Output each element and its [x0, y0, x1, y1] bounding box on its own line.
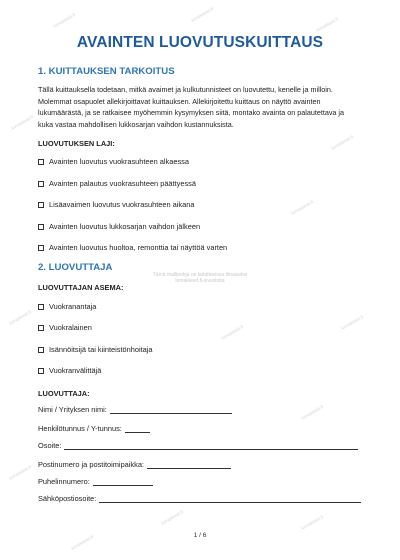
type-option-label: Avainten luovutus vuokrasuhteen alkaessa	[49, 157, 189, 166]
paragraph-line: kuka vastaa mahdollisen lukkosarjan vaihdon kustannuksista.	[38, 119, 234, 129]
role-option-label: Vuokralainen	[49, 323, 92, 332]
checkbox-icon[interactable]	[38, 202, 44, 208]
watermark: lomakkeet.fi	[315, 16, 340, 33]
watermark: lomakkeet.fi	[290, 199, 315, 216]
watermark: lomakkeet.fi	[300, 514, 325, 531]
email-input-line[interactable]	[99, 494, 361, 503]
role-option[interactable]	[38, 366, 101, 375]
watermark: lomakkeet.fi	[10, 114, 35, 131]
watermark-notice: Tämä mallipohja on ladattavissa ilmaiseksi lomakkeet.fi-sivustolta	[152, 272, 248, 284]
watermark: lomakkeet.fi	[220, 324, 245, 341]
handover-label: LUOVUTTAJA:	[38, 389, 90, 398]
type-option[interactable]	[38, 200, 194, 209]
watermark: lomakkeet.fi	[300, 404, 325, 421]
checkbox-icon[interactable]	[38, 224, 44, 230]
email-field[interactable]: Sähköpostiosoite:	[38, 494, 361, 503]
watermark: lomakkeet.fi	[70, 534, 95, 551]
watermark: lomakkeet.fi	[340, 314, 365, 331]
type-option-label: Lisäavaimen luovutus vuokrasuhteen aikana	[49, 200, 195, 209]
section2-heading: 2. LUOVUTTAJA	[38, 262, 113, 273]
type-label: LUOVUTUKSEN LAJI:	[38, 139, 115, 148]
role-option-label: Vuokranantaja	[49, 302, 97, 311]
watermark: lomakkeet.fi	[52, 12, 77, 29]
postal-field[interactable]: Postinumero ja postitoimipaikka:	[38, 460, 231, 469]
role-option[interactable]	[38, 302, 96, 311]
document-title: AVAINTEN LUOVUTUSKUITTAUS	[76, 34, 324, 51]
role-option[interactable]	[38, 323, 92, 332]
watermark: lomakkeet.fi	[190, 6, 215, 23]
role-option[interactable]	[38, 345, 153, 354]
role-label: LUOVUTTAJAN ASEMA:	[38, 283, 124, 292]
paragraph-line: Molemmat osapuolet allekirjoittavat kuittauksen. Allekirjoitettu kuittaus on näyttö avainten	[38, 96, 321, 106]
checkbox-icon[interactable]	[38, 325, 44, 331]
type-option[interactable]	[38, 157, 189, 166]
id-field[interactable]: Henkilötunnus / Y-tunnus:	[38, 424, 150, 433]
name-field[interactable]: Nimi / Yrityksen nimi:	[38, 405, 232, 414]
address-field[interactable]: Osoite:	[38, 441, 358, 450]
type-option[interactable]	[38, 222, 200, 231]
checkbox-icon[interactable]	[38, 368, 44, 374]
type-option-label: Avainten palautus vuokrasuhteen päättyessä	[49, 179, 196, 188]
type-option[interactable]	[38, 179, 196, 188]
role-option-label: Isännöitsijä tai kiinteistönhoitaja	[49, 345, 153, 354]
type-option-label: Avainten luovutus lukkosarjan vaihdon jälkeen	[49, 222, 201, 231]
checkbox-icon[interactable]	[38, 159, 44, 165]
section1-heading: 1. KUITTAUKSEN TARKOITUS	[38, 66, 175, 77]
name-input-line[interactable]	[110, 405, 232, 414]
address-input-line[interactable]	[64, 441, 358, 450]
watermark: lomakkeet.fi	[8, 464, 33, 481]
phone-field[interactable]: Puhelinnumero:	[38, 477, 153, 486]
page-number: 1 / 6	[193, 532, 207, 539]
checkbox-icon[interactable]	[38, 245, 44, 251]
paragraph-line: Tällä kuittauksella todetaan, mitkä avaimet ja kulkutunnisteet on luovutettu, kenelle ja milloin.	[38, 85, 333, 94]
type-option[interactable]	[38, 243, 227, 252]
checkbox-icon[interactable]	[38, 181, 44, 187]
phone-input-line[interactable]	[93, 477, 153, 486]
role-option-label: Vuokranvälittäjä	[49, 366, 102, 375]
postal-input-line[interactable]	[147, 460, 231, 469]
purpose-paragraph	[38, 84, 368, 130]
checkbox-icon[interactable]	[38, 347, 44, 353]
paragraph-line: lukumäärästä, ja se ratkaisee myöhemmin kysymyksen siitä, montako avainta on palautettava ja	[38, 108, 345, 118]
watermark: lomakkeet.fi	[160, 509, 185, 526]
type-option-label: Avainten luovutus huoltoa, remonttia tai näyttöä varten	[49, 243, 228, 252]
checkbox-icon[interactable]	[38, 304, 44, 310]
watermark: lomakkeet.fi	[8, 309, 33, 326]
watermark: lomakkeet.fi	[330, 134, 355, 151]
id-input-line[interactable]	[125, 424, 150, 433]
